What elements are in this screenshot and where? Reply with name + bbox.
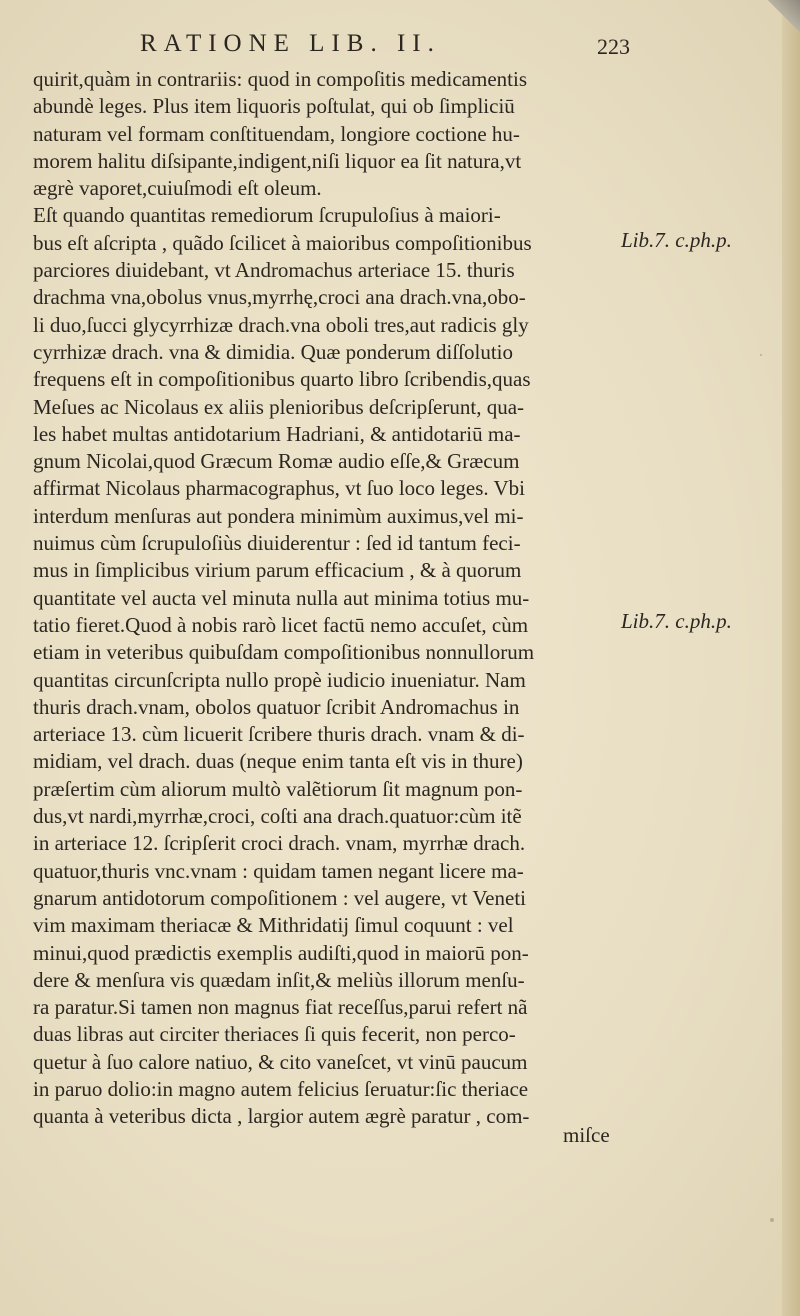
text-line: morem halitu diſsipante,indigent,niſi liquor ea ſit natura,vt xyxy=(33,148,522,173)
text-line: vim maximam theriacæ & Mithridatij ſimul coquunt : vel xyxy=(33,913,514,938)
text-line: li duo,ſucci glycyrrhizæ drach.vna oboli tres,aut radicis gly xyxy=(33,312,529,337)
page-number: 223 xyxy=(597,34,630,59)
text-line: ægrè vaporet,cuiuſmodi eſt oleum. xyxy=(33,176,322,201)
text-line: dere & menſura vis quædam inſit,& meliùs illorum menſu- xyxy=(33,967,525,992)
text-line: midiam, vel drach. duas (neque enim tanta eſt vis in thure) xyxy=(33,749,523,774)
text-line: quantitate vel aucta vel minuta nulla aut minima totius mu- xyxy=(33,585,530,610)
text-line: mus in ſimplicibus virium parum efficacium , & à quorum xyxy=(33,558,522,583)
text-line: gnarum antidotorum compoſitionem : vel augere, vt Veneti xyxy=(33,885,526,910)
text-line: quirit,quàm in contrariis: quod in compoſitis medicamentis xyxy=(33,67,528,91)
text-line: tatio fieret.Quod à nobis rarò licet factū nemo accuſet, cùm xyxy=(33,612,529,637)
running-head: RATIONE LIB. II. xyxy=(140,30,441,57)
text-line: cyrrhizæ drach. vna & dimidia. Quæ ponderum diſſolutio xyxy=(33,339,513,364)
body-text xyxy=(33,66,623,1131)
text-line: interdum menſuras aut pondera minimùm auximus,vel mi- xyxy=(33,503,524,528)
text-line: drachma vna,obolus vnus,myrrhę,croci ana drach.vna,obo- xyxy=(33,285,526,310)
page-edge xyxy=(782,0,800,1316)
text-line: in paruo dolio:in magno autem felicius ſeruatur:ſic theriace xyxy=(33,1076,529,1101)
text-line: dus,vt nardi,myrrhæ,croci, coſti ana drach.quatuor:cùm itẽ xyxy=(33,804,522,829)
page-header xyxy=(140,30,630,64)
text-line: ra paratur.Si tamen non magnus fiat receſſus,parui refert nã xyxy=(33,995,528,1020)
text-line: quetur à ſuo calore natiuo, & cito vaneſcet, vt vinū paucum xyxy=(33,1049,528,1074)
text-line: Eſt quando quantitas remediorum ſcrupuloſius à maiori- xyxy=(33,203,501,228)
text-line: bus eſt aſcripta , quãdo ſcilicet à maioribus compoſitionibus xyxy=(33,230,532,255)
paper-spot xyxy=(770,1218,774,1222)
text-line: in arteriace 12. ſcripſerit croci drach. vnam, myrrhæ drach. xyxy=(33,831,526,856)
margin-note: Lib.7. c.ph.p. xyxy=(621,228,732,252)
text-line: minui,quod prædictis exemplis audiſti,quod in maiorū pon- xyxy=(33,940,529,965)
text-line: abundè leges. Plus item liquoris poſtulat, qui ob ſimpliciū xyxy=(33,94,515,119)
text-line: affirmat Nicolaus pharmacographus, vt ſuo loco leges. Vbi xyxy=(33,476,526,501)
text-line: nuimus cùm ſcrupuloſiùs diuiderentur : ſed id tantum feci- xyxy=(33,531,521,556)
text-line: præſertim cùm aliorum multò valẽtiorum ſit magnum pon- xyxy=(33,776,523,801)
page-corner-tab xyxy=(760,0,800,40)
margin-note: Lib.7. c.ph.p. xyxy=(621,609,732,633)
text-line: quatuor,thuris vnc.vnam : quidam tamen negant licere ma- xyxy=(33,858,524,883)
text-line: quantitas circunſcripta nullo propè iudicio inueniatur. Nam xyxy=(33,667,526,692)
text-line: etiam in veteribus quibuſdam compoſitionibus nonnullorum xyxy=(33,640,535,665)
text-line: parciores diuidebant, vt Andromachus arteriace 15. thuris xyxy=(33,258,515,283)
text-line: naturam vel formam conſtituendam, longiore coctione hu- xyxy=(33,121,520,146)
text-line: Meſues ac Nicolaus ex aliis plenioribus deſcripſerunt, qua- xyxy=(33,394,525,419)
text-line: arteriace 13. cùm licuerit ſcribere thuris drach. vnam & di- xyxy=(33,722,525,747)
text-line: duas libras aut circiter theriaces ſi quis fecerit, non perco- xyxy=(33,1022,516,1047)
text-line: quanta à veteribus dicta , largior autem ægrè paratur , com- xyxy=(33,1104,530,1129)
text-line: gnum Nicolai,quod Græcum Romæ audio eſſe,& Græcum xyxy=(33,449,520,474)
paper-spot xyxy=(760,354,762,356)
text-line: thuris drach.vnam, obolos quatuor ſcribit Andromachus in xyxy=(33,694,520,719)
text-line: les habet multas antidotarium Hadriani, & antidotariū ma- xyxy=(33,421,521,446)
catchword: miſce xyxy=(563,1123,610,1147)
text-line: frequens eſt in compoſitionibus quarto libro ſcribendis,quas xyxy=(33,367,531,392)
